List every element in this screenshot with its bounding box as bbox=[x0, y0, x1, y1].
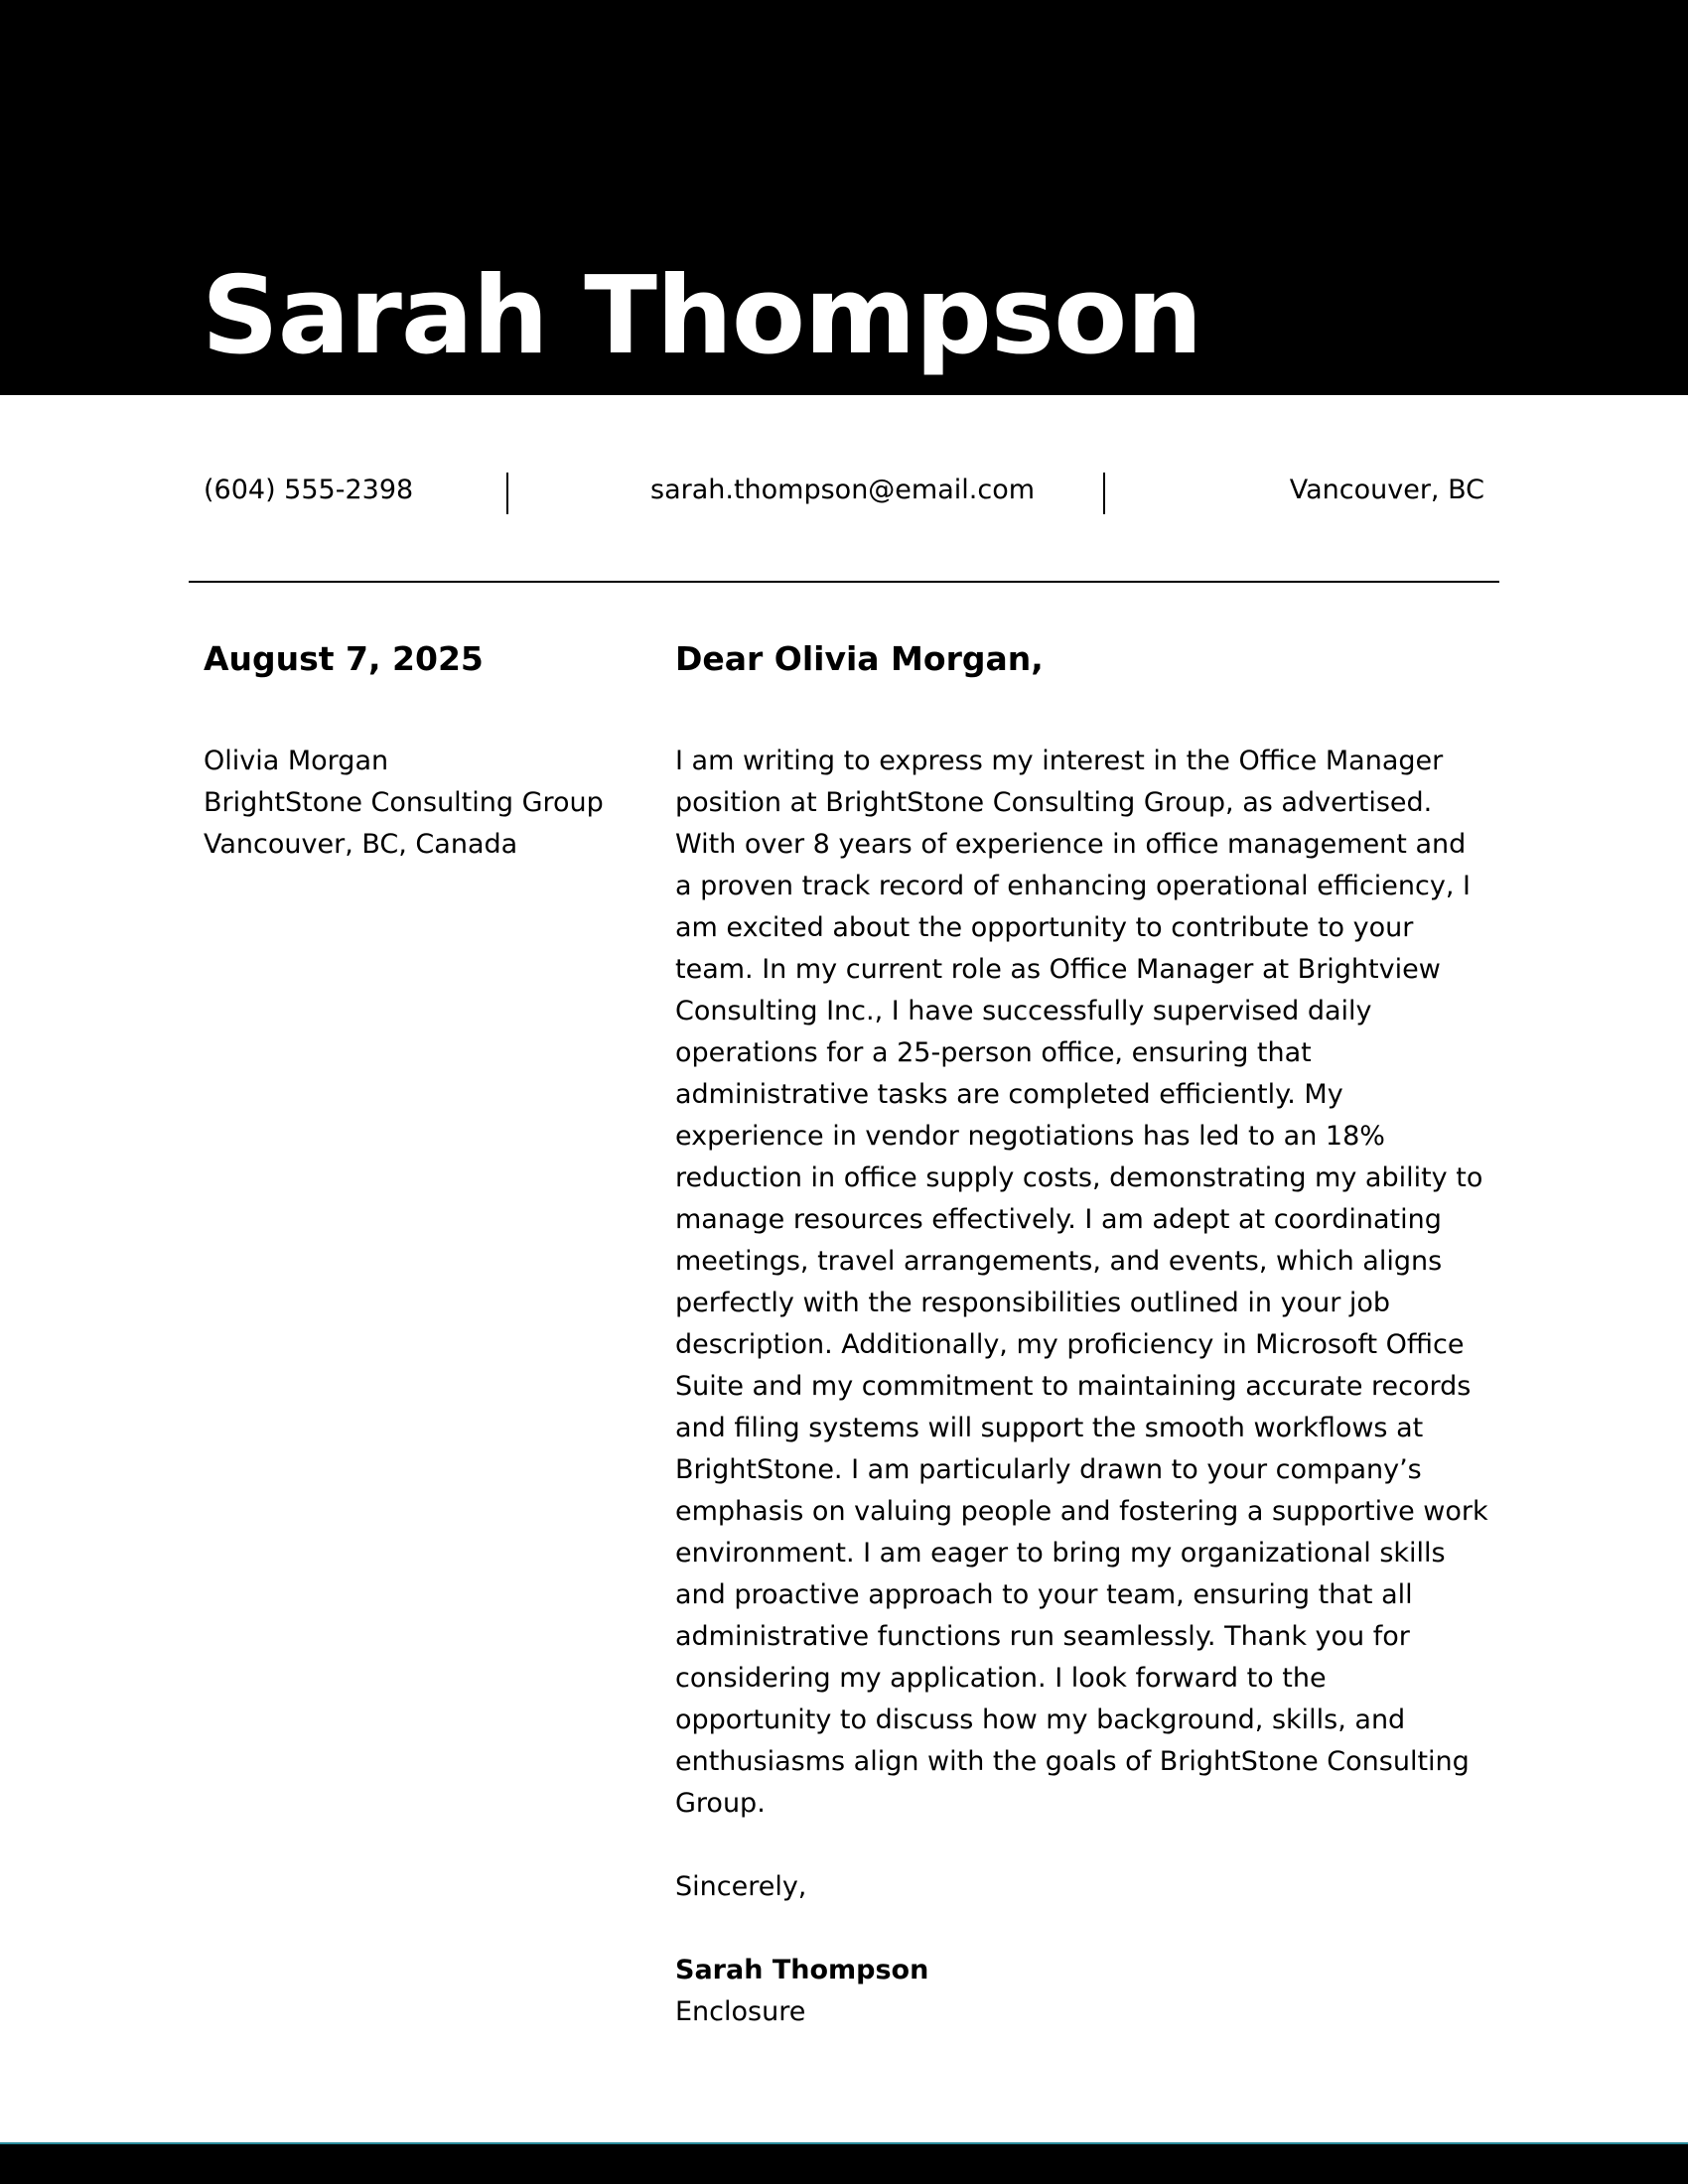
recipient-location: Vancouver, BC, Canada bbox=[204, 829, 518, 860]
horizontal-rule bbox=[189, 581, 1499, 583]
contact-divider bbox=[1103, 473, 1105, 514]
recipient-company: BrightStone Consulting Group bbox=[204, 787, 604, 818]
contact-divider bbox=[506, 473, 508, 514]
letter-date: August 7, 2025 bbox=[204, 639, 484, 678]
recipient-name: Olivia Morgan bbox=[204, 746, 389, 776]
letter-body: I am writing to express my interest in the Office Manager position at BrightStone Consulting Group, as advertised. With over 8 years of experience in office management and a proven track record of enhancing operational efficiency, I am excited about the opportunity to contribute to your team. In my current role as Office Manager at Brightview Consulting Inc., I have successfully supervised daily operations for a 25-person office, ensuring that administrative tasks are completed efficiently. My experience in vendor negotiations has led to an 18% reduction in office supply costs, demonstrating my ability to manage resources effectively. I am adept at coordinating meetings, travel arrangements, and events, which aligns perfectly with the responsibilities outlined in your job description. Additionally, my proficiency in Microsoft Office Suite and my commitment to maintaining accurate records and filing systems will support the smooth workflows at BrightStone. I am particularly drawn to your company’s emphasis on valuing people and fostering a supportive work environment. I am eager to bring my organizational skills and proactive approach to your team, ensuring that all administrative functions run seamlessly. Thank you for considering my application. I look forward to the opportunity to discuss how my background, skills, and enthusiasms align with the goals of BrightStone Consulting Group. bbox=[675, 746, 1488, 1819]
closing: Sincerely, bbox=[675, 1871, 807, 1902]
contact-location: Vancouver, BC bbox=[1289, 475, 1484, 505]
salutation: Dear Olivia Morgan, bbox=[675, 639, 1044, 678]
enclosure-note: Enclosure bbox=[675, 1996, 806, 2027]
contact-phone: (604) 555-2398 bbox=[204, 475, 414, 505]
header-band bbox=[0, 0, 1688, 395]
letter-content bbox=[675, 635, 1489, 2033]
contact-bar bbox=[204, 467, 1484, 516]
signature-name: Sarah Thompson bbox=[675, 1955, 929, 1985]
contact-email: sarah.thompson@email.com bbox=[650, 475, 1036, 505]
footer-band bbox=[0, 2142, 1688, 2184]
recipient-block bbox=[204, 741, 631, 866]
applicant-name: Sarah Thompson bbox=[202, 254, 1202, 378]
